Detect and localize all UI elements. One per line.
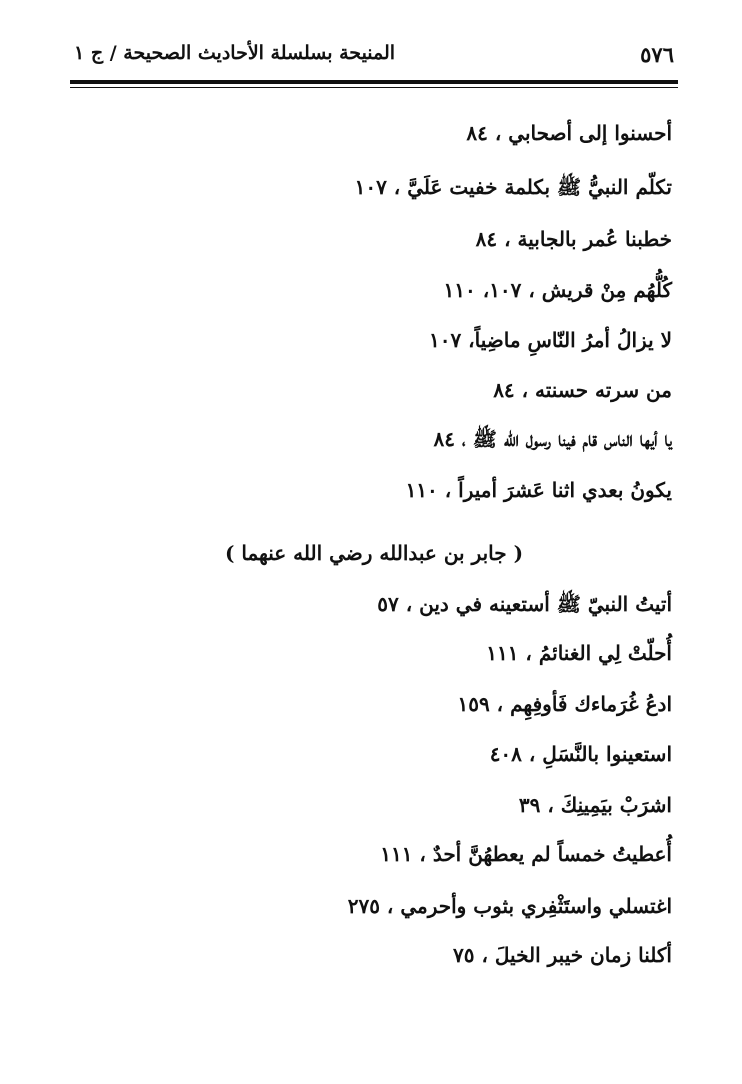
hadith-entry: من سرته حسنته ، ٨٤ (493, 378, 672, 402)
header-rule-thick (70, 80, 678, 84)
hadith-entry: أتيتُ النبيّ ﷺ أستعينه في دين ، ٥٧ (377, 592, 672, 616)
hadith-entry: أُعطيتُ خمساً لم يعطهُنَّ أحدٌ ، ١١١ (380, 842, 672, 866)
hadith-entry: خطبنا عُمر بالجابية ، ٨٤ (475, 227, 672, 251)
hadith-entry: تكلّم النبيُّ ﷺ بكلمة خفيت عَلَيَّ ، ١٠٧ (354, 175, 672, 199)
page-header (72, 38, 676, 74)
hadith-entry: اشرَبْ بيَمِينِكَ ، ٣٩ (518, 793, 672, 817)
hadith-entry: اغتسلي واستَثْفِري بثوب وأحرمي ، ٢٧٥ (347, 894, 672, 918)
header-rule-thin (70, 87, 678, 88)
hadith-entry: ادعُ غُرَماءك فَأوفِهِم ، ١٥٩ (457, 692, 672, 716)
running-title: المنيحة بسلسلة الأحاديث الصحيحة / ج ١ (74, 42, 396, 64)
hadith-entry: أُحلّتْ لِي الغنائمُ ، ١١١ (486, 641, 672, 665)
hadith-entry: أكلنا زمان خيبر الخيلَ ، ٧٥ (453, 943, 672, 967)
hadith-entry: يكونُ بعدي اثنا عَشرَ أميراً ، ١١٠ (405, 478, 672, 502)
section-heading: ( جابر بن عبدالله رضي الله عنهما ) (224, 541, 524, 565)
hadith-entry: أحسنوا إلى أصحابي ، ٨٤ (466, 121, 672, 145)
hadith-entry: يا أيها الناس قام فينا رسول الله ﷺ ، ٨٤ (433, 427, 672, 451)
page-number: ٥٧٦ (640, 42, 674, 67)
hadith-entry: كُلُّهُم مِنْ قريش ، ١٠٧، ١١٠ (443, 278, 672, 302)
hadith-entry: استعينوا بالنَّسَلِ ، ٤٠٨ (489, 742, 672, 766)
hadith-entry: لا يزالُ أمرُ النّاسِ ماضِياً، ١٠٧ (428, 328, 672, 352)
